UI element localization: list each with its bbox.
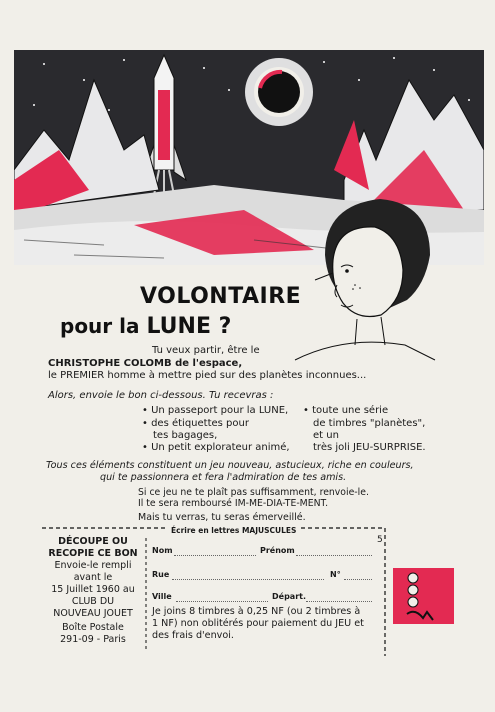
coupon-left-4: avant le [73, 572, 113, 583]
coupon-left-1: DÉCOUPE OU [58, 536, 128, 547]
club-logo-box [393, 568, 454, 624]
elements-line-2: qui te passionnera et fera l'admiration de tes amis. [100, 472, 347, 483]
coupon-instructions-1: Je joins 8 timbres à 0,25 NF (ou 2 timbres à [152, 606, 361, 617]
bullet-et-un: et un [313, 430, 339, 441]
bullet-timbres: • toute une série [303, 405, 389, 416]
bullet-passport: • Un passeport pour la LUNE, [142, 405, 289, 416]
elements-line-1: Tous ces éléments constituent un jeu nouveau, astucieux, riche en couleurs, [46, 460, 414, 471]
intro-line-3: le PREMIER homme à mettre pied sur des planètes inconnues... [48, 370, 367, 381]
bullet-explorateur: • Un petit explorateur animé, [142, 442, 290, 453]
coupon-left-9: 291-09 - Paris [60, 634, 126, 645]
eclipse-sun [245, 58, 313, 126]
refund-line-1: Si ce jeu ne te plaît pas suffisamment, renvoie-le. [138, 487, 369, 498]
coupon-left-5: 15 Juillet 1960 au [51, 584, 135, 595]
field-nom-input[interactable] [174, 555, 256, 556]
bullet-jeu-surprise: très joli JEU-SURPRISE. [313, 442, 426, 453]
refund-line-2: Il te sera remboursé IM-ME-DIA-TE-MENT. [138, 498, 329, 509]
field-rue-label: Rue [152, 570, 170, 579]
field-prenom-label: Prénom [260, 546, 295, 555]
call-to-action: Alors, envoie le bon ci-dessous. Tu recevras : [48, 390, 274, 401]
coupon-left-3: Envoie-le rempli [54, 560, 132, 571]
field-ville-label: Ville [152, 592, 172, 601]
bullet-bagages: tes bagages, [153, 430, 218, 441]
coupon-left-8: Boîte Postale [62, 622, 124, 633]
headline-prefix: pour la [60, 314, 147, 338]
boy-portrait [285, 185, 445, 365]
field-no-input[interactable] [344, 579, 372, 580]
field-no-label: N° [330, 570, 341, 579]
headline-volontaire: VOLONTAIRE [140, 284, 302, 309]
field-depart-input[interactable] [306, 601, 372, 602]
field-depart-label: Départ. [272, 592, 306, 601]
coupon-instructions-2: 1 NF) non oblitérés pour paiement du JEU et [152, 618, 364, 629]
field-ville-input[interactable] [176, 601, 268, 602]
club-logo-icon [393, 568, 454, 624]
field-prenom-input[interactable] [296, 555, 372, 556]
coupon-left-2: RECOPIE CE BON [48, 548, 138, 559]
field-nom-label: Nom [152, 546, 173, 555]
field-rue-input[interactable] [172, 579, 324, 580]
headline-lune: LUNE ? [146, 314, 232, 339]
closing-line: Mais tu verras, tu seras émerveillé. [138, 512, 306, 523]
headline-pour-la-lune [60, 314, 231, 339]
coupon-left-6: CLUB DU [71, 596, 115, 607]
bullet-timbres-2: de timbres "planètes", [313, 418, 426, 429]
intro-line-1: Tu veux partir, être le [152, 345, 260, 356]
coupon-page-number: 5 [377, 535, 383, 545]
coupon-instructions-3: des frais d'envoi. [152, 630, 234, 641]
coupon-header: Écrire en lettres MAJUSCULES [168, 525, 299, 538]
bullet-etiquettes: • des étiquettes pour [142, 418, 249, 429]
coupon-left-7: NOUVEAU JOUET [53, 608, 133, 619]
intro-line-2: CHRISTOPHE COLOMB de l'espace, [48, 358, 243, 369]
